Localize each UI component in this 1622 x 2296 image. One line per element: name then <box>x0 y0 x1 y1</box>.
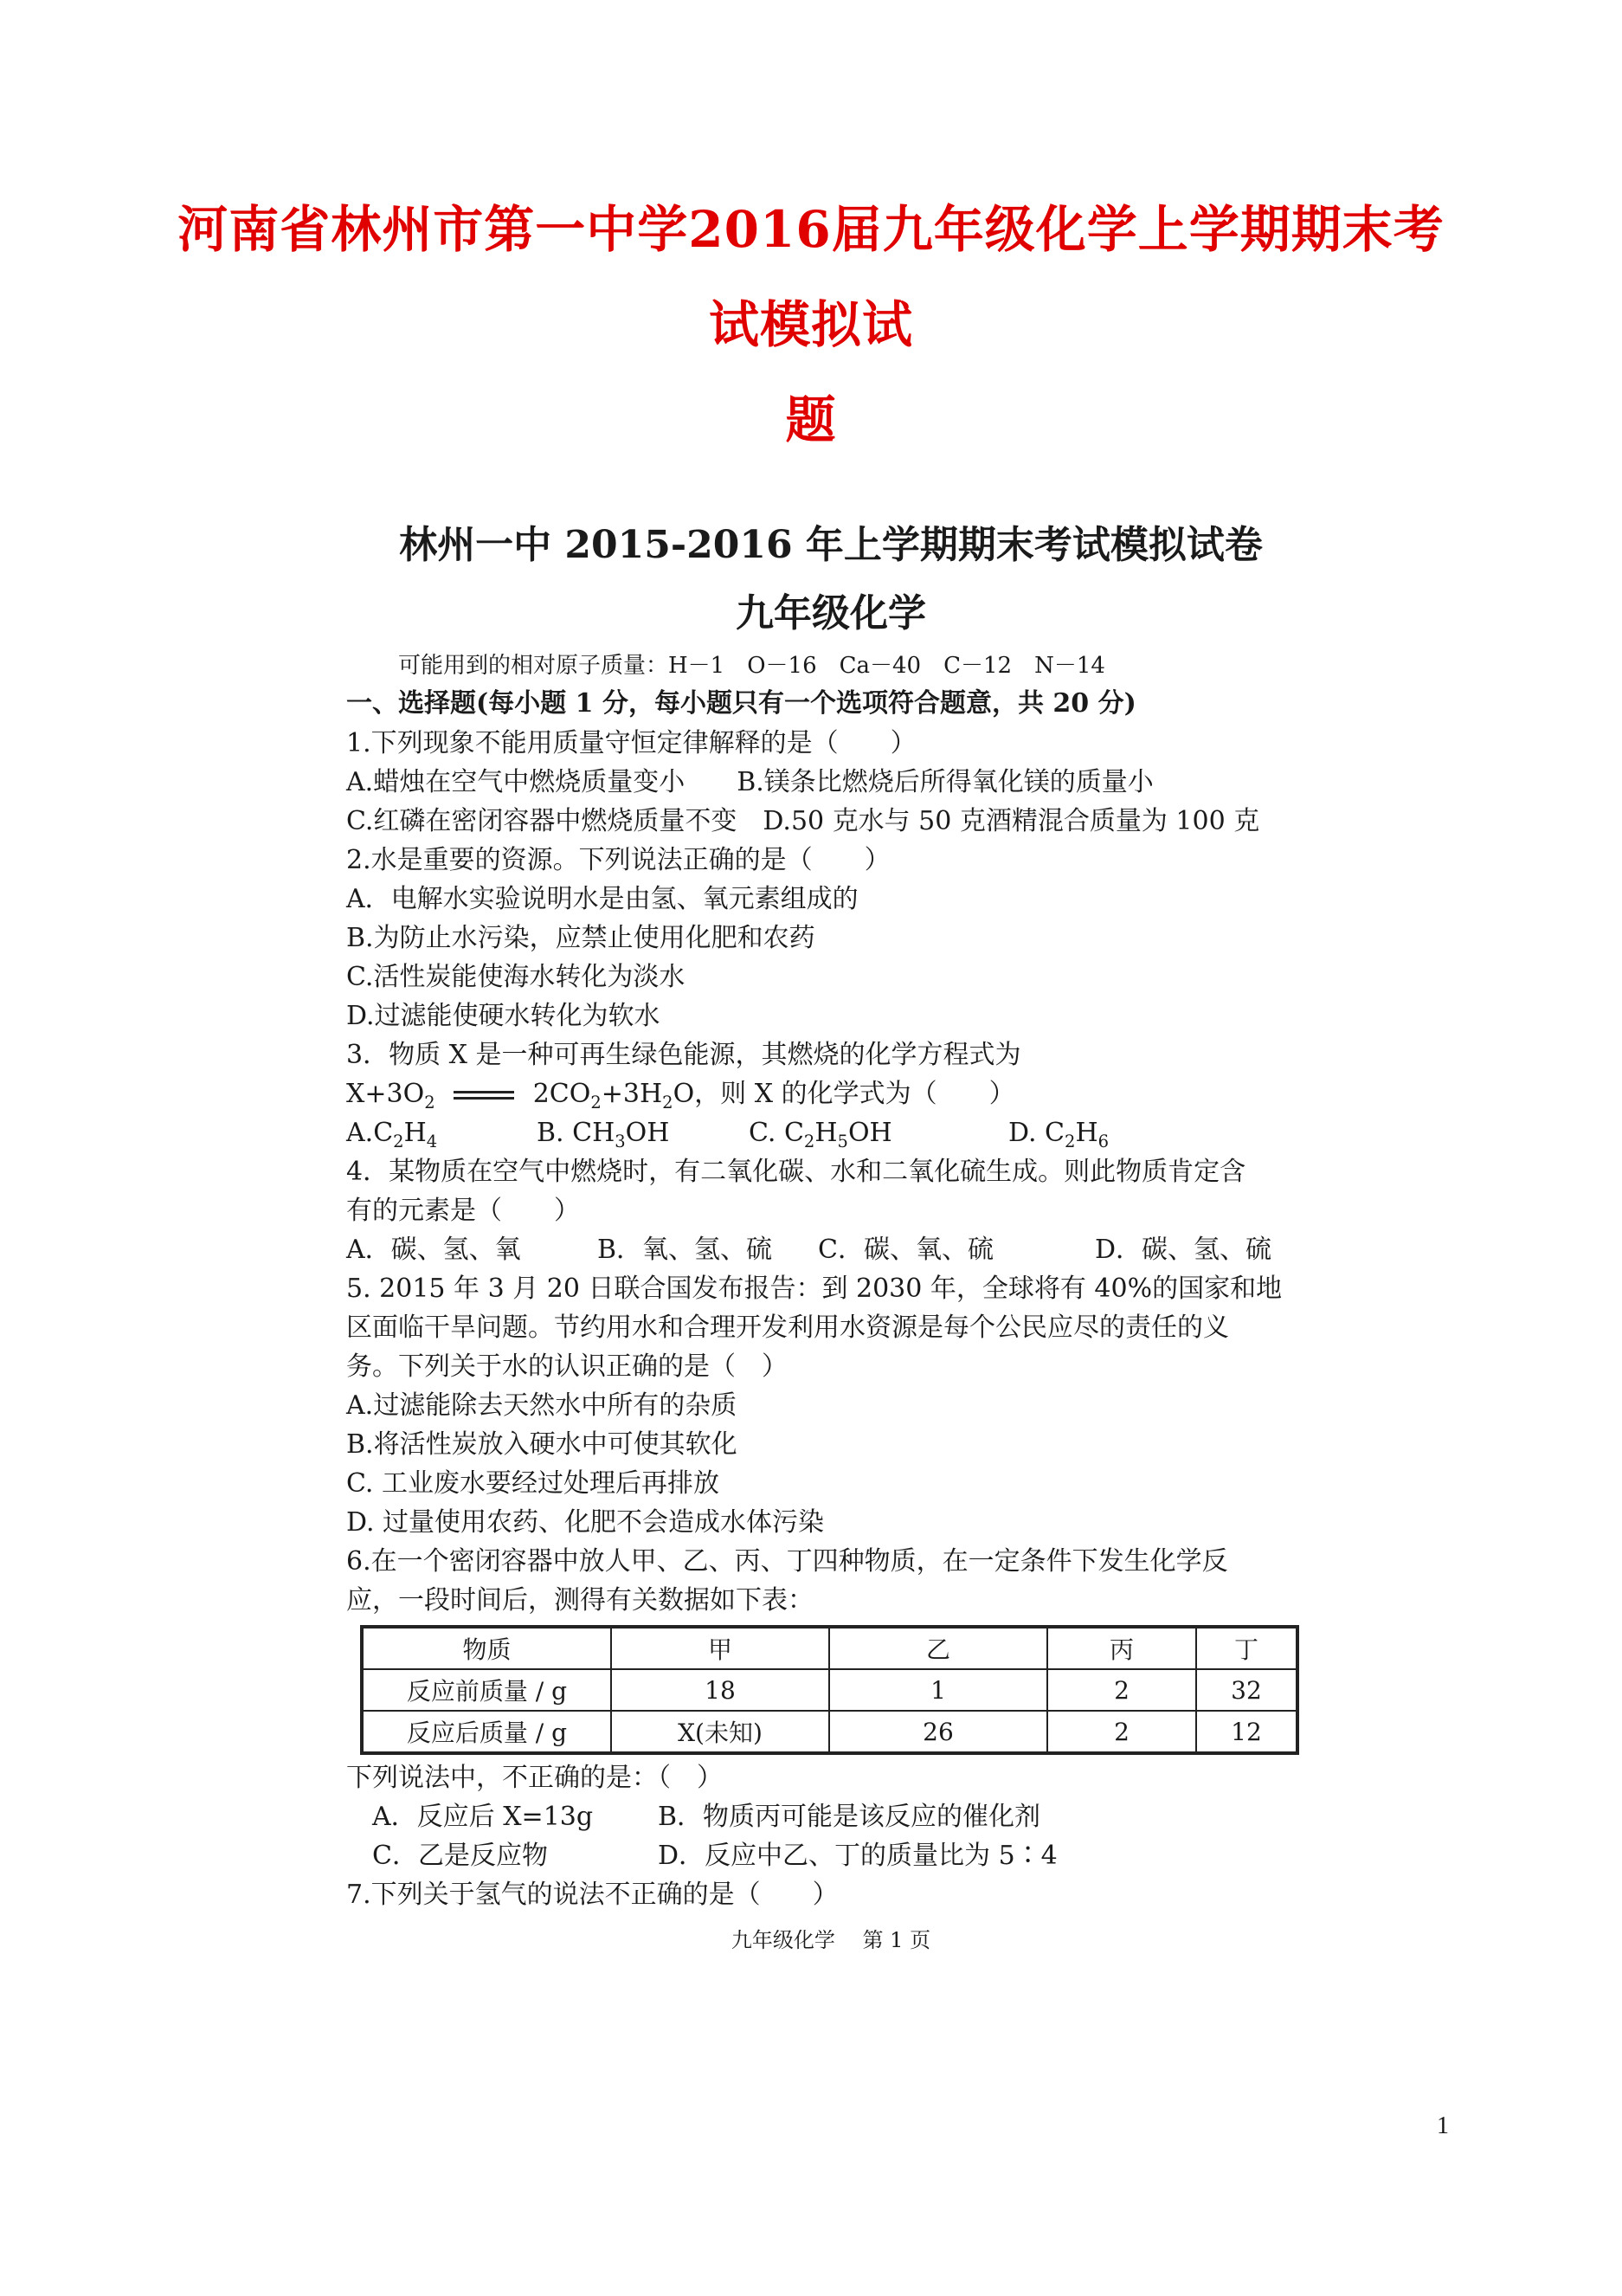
q5-option-b: B.将活性炭放入硬水中可使其软化 <box>346 1429 737 1460</box>
exam-subtitle: 九年级化学 <box>736 591 926 635</box>
q6-question: 下列说法中，不正确的是：（ ） <box>346 1763 723 1793</box>
q3-equation: $X+3O_2$ $2CO_2+3H_2O$，则 X 的化学式为（ ） <box>346 1079 1015 1113</box>
q5-option-a: A.过滤能除去天然水中所有的杂质 <box>346 1390 737 1421</box>
table-cell: 2 <box>1047 1669 1196 1711</box>
q6-options-cd <box>346 1836 1316 1875</box>
q6-option-b: B．物质丙可能是该反应的催化剂 <box>658 1802 1041 1832</box>
table-cell: 反应后质量 / g <box>362 1711 611 1753</box>
table-cell: 反应前质量 / g <box>362 1669 611 1711</box>
q5-stem-line2: 区面临干旱问题。节约用水和合理开发利用水资源是每个公民应尽的责任的义 <box>346 1312 1229 1343</box>
section-heading: 一、选择题(每小题 1 分，每小题只有一个选项符合题意，共 20 分) <box>346 688 1136 719</box>
q4-option-b: B．氧、氢、硫 <box>597 1235 773 1265</box>
q3-stem: 3．物质 X 是一种可再生绿色能源，其燃烧的化学方程式为 <box>346 1040 1021 1070</box>
q2-stem: 2.水是重要的资源。下列说法正确的是（ ） <box>346 845 891 875</box>
q6-options-ab <box>346 1797 1316 1836</box>
scanned-exam-page <box>346 511 1316 1966</box>
page-number: 1 <box>1437 2112 1449 2139</box>
atomic-masses: 可能用到的相对原子质量：H－1 O－16 Ca－40 C－12 N－14 <box>398 653 1105 679</box>
q6-stem-line2: 应，一段时间后，测得有关数据如下表： <box>346 1585 814 1616</box>
table-cell: 12 <box>1196 1711 1297 1753</box>
table-cell: 2 <box>1047 1711 1196 1753</box>
q3-option-b: B. $CH_3OH$ <box>537 1118 670 1151</box>
table-header-cell: 乙 <box>829 1627 1047 1669</box>
q4-option-c: C．碳、氧、硫 <box>818 1235 994 1265</box>
q3-option-d: D. $C_2H_6$ <box>1008 1118 1110 1151</box>
q6-stem-line1: 6.在一个密闭容器中放人甲、乙、丙、丁四种物质，在一定条件下发生化学反 <box>346 1546 1228 1577</box>
q5-option-d: D. 过量使用农药、化肥不会造成水体污染 <box>346 1507 825 1538</box>
q2-option-c: C.活性炭能使海水转化为淡水 <box>346 962 685 992</box>
q4-option-d: D．碳、氢、硫 <box>1095 1235 1272 1265</box>
q6-option-c: C．乙是反应物 <box>372 1841 548 1871</box>
table-header-cell: 丙 <box>1047 1627 1196 1669</box>
table-cell: 26 <box>829 1711 1047 1753</box>
table-cell: 32 <box>1196 1669 1297 1711</box>
scan-page-footer: 九年级化学 第 1 页 <box>731 1928 931 1952</box>
q3-option-a: $A.C_2H_4$ <box>346 1118 438 1151</box>
q7-stem: 7.下列关于氢气的说法不正确的是（ ） <box>346 1880 839 1910</box>
q1-options-cd: C.红磷在密闭容器中燃烧质量不变 D.50 克水与 50 克酒精混合质量为 100 克 <box>346 806 1260 836</box>
table-cell: 18 <box>611 1669 829 1711</box>
q3-option-c: C. $C_2H_5OH$ <box>749 1118 892 1151</box>
q1-stem: 1.下列现象不能用质量守恒定律解释的是（ ） <box>346 728 917 758</box>
document-title <box>164 182 1458 468</box>
q5-option-c: C. 工业废水要经过处理后再排放 <box>346 1468 719 1499</box>
table-row <box>362 1669 1297 1711</box>
q2-option-a: A．电解水实验说明水是由氢、氧元素组成的 <box>346 884 859 914</box>
table-cell: X(未知) <box>611 1711 829 1753</box>
table-header-cell: 物质 <box>362 1627 611 1669</box>
q5-stem-line1: 5. 2015 年 3 月 20 日联合国发布报告：到 2030 年，全球将有 40%的国家和地 <box>346 1274 1283 1304</box>
q4-option-a: A．碳、氢、氧 <box>346 1235 521 1265</box>
table-header-row <box>362 1627 1297 1669</box>
q5-stem-line3: 务。下列关于水的认识正确的是（ ） <box>346 1351 788 1382</box>
q4-stem-line2: 有的元素是（ ） <box>346 1196 580 1226</box>
table-header-cell: 丁 <box>1196 1627 1297 1669</box>
table-cell: 1 <box>829 1669 1047 1711</box>
q2-option-d: D.过滤能使硬水转化为软水 <box>346 1001 660 1031</box>
equation-equals-sign <box>454 1091 514 1100</box>
document-title-line2: 题 <box>785 390 837 449</box>
q4-options <box>346 1230 1316 1269</box>
q6-option-d: D．反应中乙、丁的质量比为 5∶4 <box>658 1841 1058 1871</box>
q1-options-ab: A.蜡烛在空气中燃烧质量变小 B.镁条比燃烧后所得氧化镁的质量小 <box>346 767 1154 797</box>
q6-option-a: A．反应后 X=13g <box>372 1802 594 1832</box>
document-title-line1: 河南省林州市第一中学2016届九年级化学上学期期末考试模拟试 <box>177 200 1445 354</box>
q3-options <box>346 1113 1316 1152</box>
table-row <box>362 1711 1297 1753</box>
table-header-cell: 甲 <box>611 1627 829 1669</box>
exam-title: 林州一中 2015-2016 年上学期期末考试模拟试卷 <box>399 523 1263 567</box>
mass-data-table <box>360 1625 1299 1755</box>
q2-option-b: B.为防止水污染，应禁止使用化肥和农药 <box>346 923 815 953</box>
q4-stem-line1: 4．某物质在空气中燃烧时，有二氧化碳、水和二氧化硫生成。则此物质肯定含 <box>346 1157 1246 1187</box>
